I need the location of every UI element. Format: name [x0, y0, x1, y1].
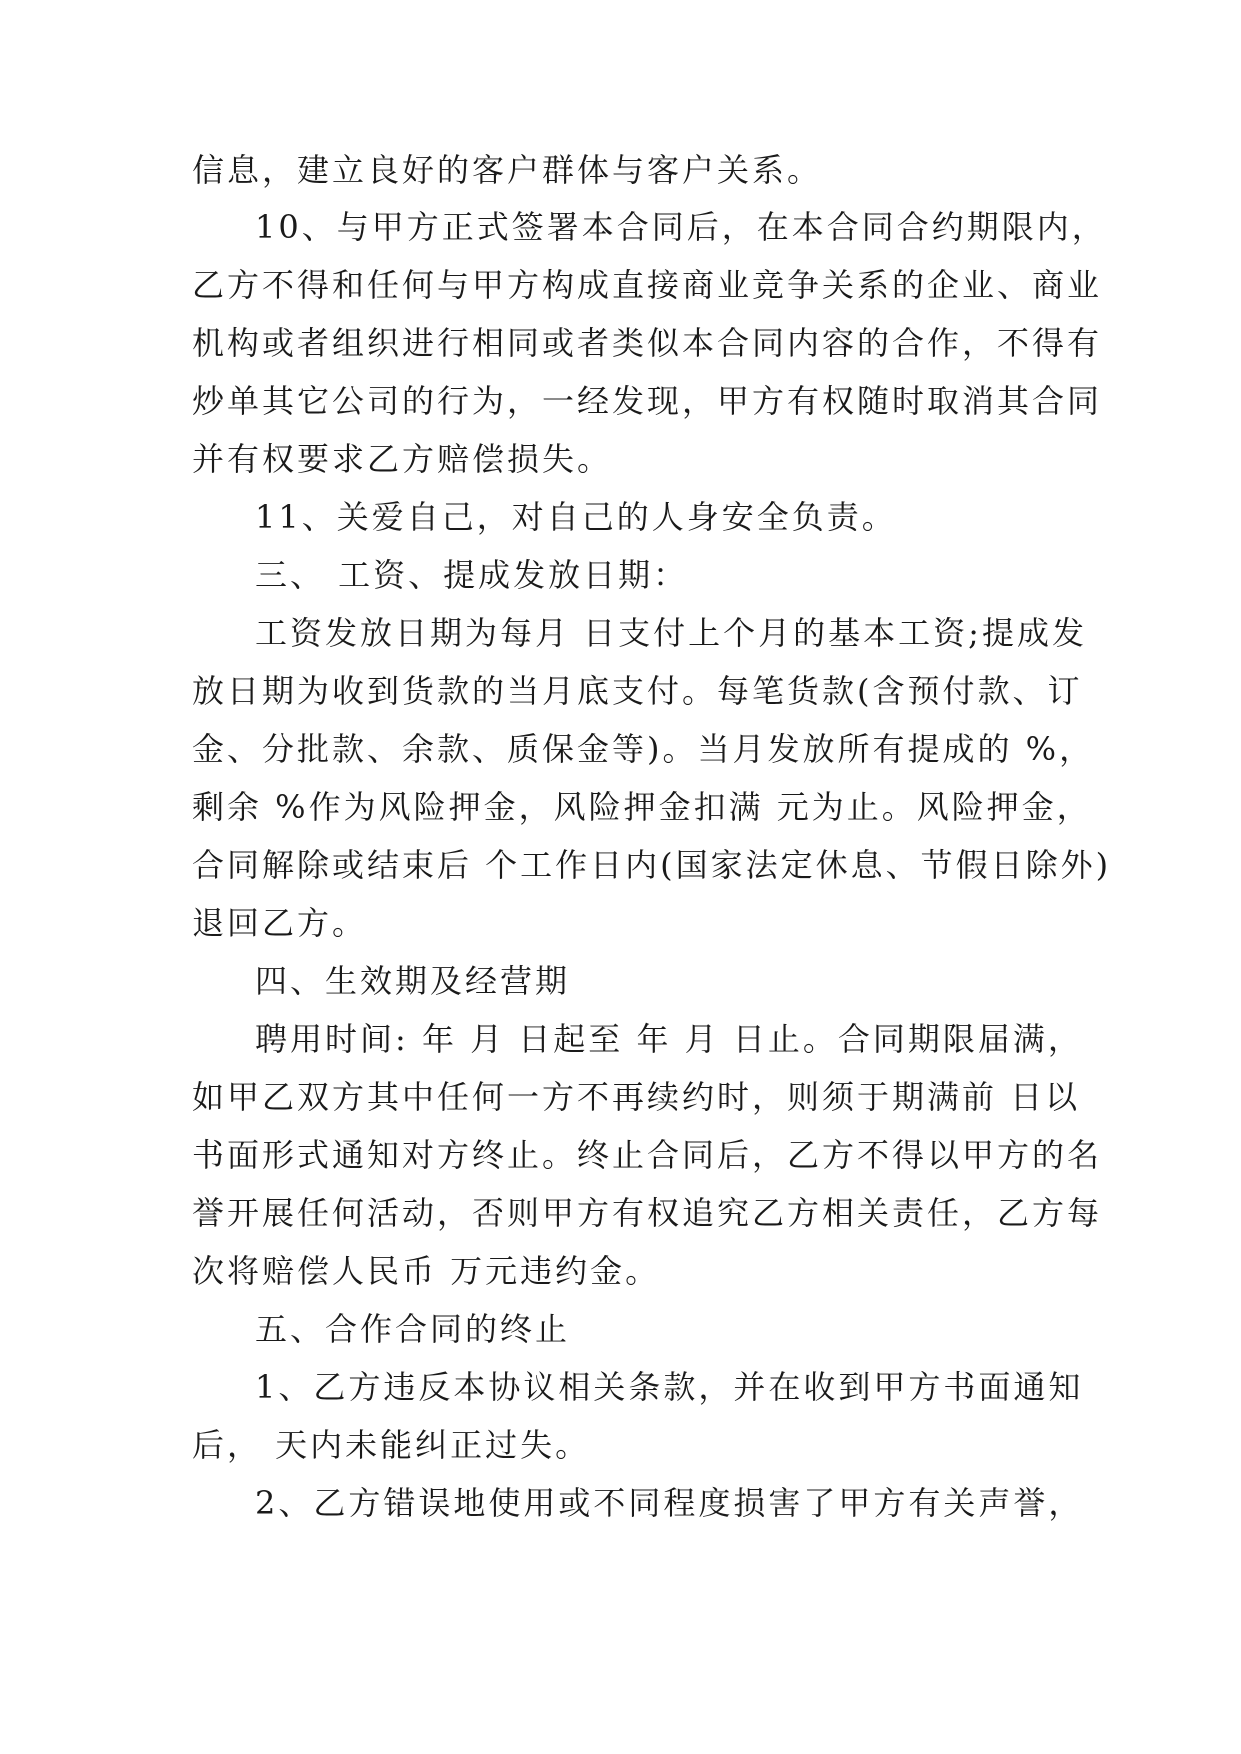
text-line: 退回乙方。	[192, 904, 368, 942]
text-line: 并有权要求乙方赔偿损失。	[192, 440, 613, 478]
section-heading: 四、生效期及经营期	[255, 962, 571, 1000]
section-heading: 五、合作合同的终止	[255, 1310, 571, 1348]
text-line: 炒单其它公司的行为，一经发现，甲方有权随时取消其合同	[192, 382, 1103, 420]
text-line: 誉开展任何活动，否则甲方有权追究乙方相关责任，乙方每	[192, 1194, 1103, 1232]
text-line: 10、与甲方正式签署本合同后，在本合同合约期限内，	[255, 208, 1107, 246]
text-line: 次将赔偿人民币 万元违约金。	[192, 1252, 661, 1290]
text-line: 合同解除或结束后 个工作日内(国家法定休息、节假日除外)	[192, 846, 1112, 884]
text-line: 聘用时间: 年 月 日起至 年 月 日止。合同期限届满，	[255, 1020, 1083, 1058]
text-line: 金、分批款、余款、质保金等)。当月发放所有提成的 %，	[192, 730, 1095, 768]
text-line: 11、关爱自己，对自己的人身安全负责。	[255, 498, 897, 536]
text-line: 放日期为收到货款的当月底支付。每笔货款(含预付款、订	[192, 672, 1083, 710]
text-line: 书面形式通知对方终止。终止合同后，乙方不得以甲方的名	[192, 1136, 1103, 1174]
text-line: 后， 天内未能纠正过失。	[192, 1426, 591, 1464]
text-line: 机构或者组织进行相同或者类似本合同内容的合作，不得有	[192, 324, 1103, 362]
text-line: 如甲乙双方其中任何一方不再续约时，则须于期满前 日以	[192, 1078, 1081, 1116]
text-line: 1、乙方违反本协议相关条款，并在收到甲方书面通知	[255, 1368, 1084, 1406]
text-line: 工资发放日期为每月 日支付上个月的基本工资;提成发	[255, 614, 1087, 652]
section-heading: 三、 工资、提成发放日期：	[255, 556, 689, 594]
text-line: 信息，建立良好的客户群体与客户关系。	[192, 151, 823, 189]
text-line: 剩余 %作为风险押金，风险押金扣满 元为止。风险押金，	[192, 788, 1092, 826]
text-line: 乙方不得和任何与甲方构成直接商业竞争关系的企业、商业	[192, 266, 1103, 304]
text-line: 2、乙方错误地使用或不同程度损害了甲方有关声誉，	[255, 1484, 1084, 1522]
